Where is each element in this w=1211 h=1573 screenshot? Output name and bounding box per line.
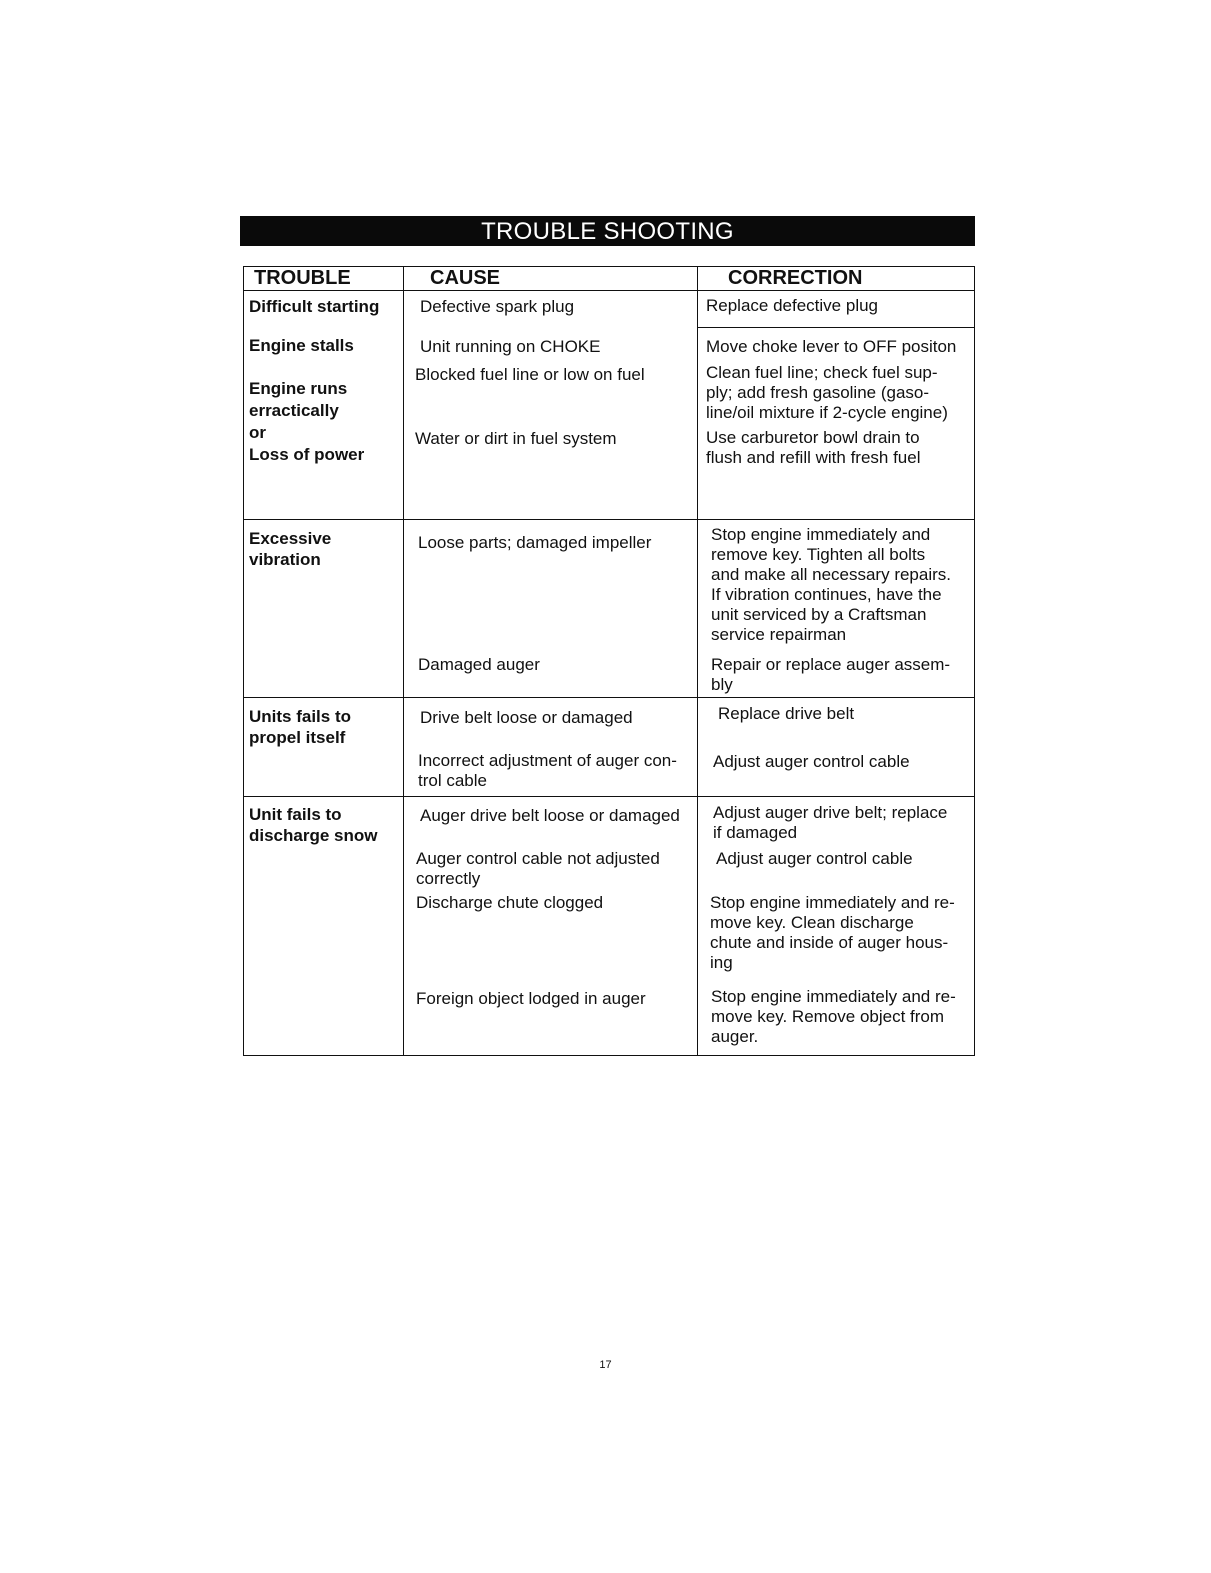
correction-text <box>711 655 950 695</box>
text-line: Clean fuel line; check fuel sup- <box>706 363 938 382</box>
cause-text <box>420 806 680 826</box>
text-line: propel itself <box>249 727 346 747</box>
text-line: remove key. Tighten all bolts <box>711 545 926 564</box>
row-divider <box>244 796 974 797</box>
correction-text <box>718 704 854 724</box>
text-line: bly <box>711 675 733 694</box>
text-line: ing <box>710 953 733 972</box>
text-line: Replace drive belt <box>718 704 855 723</box>
text-line: Unit running on CHOKE <box>420 337 601 356</box>
text-line: or <box>249 423 266 442</box>
row-divider <box>697 327 974 328</box>
text-line: Blocked fuel line or low on fuel <box>415 365 645 384</box>
text-line: chute and inside of auger hous- <box>710 933 949 952</box>
cause-text <box>415 429 617 449</box>
correction-text <box>716 849 913 869</box>
correction-text <box>713 803 947 843</box>
text-line: Auger drive belt loose or damaged <box>420 806 680 825</box>
trouble-text <box>249 336 354 357</box>
text-line: and make all necessary repairs. <box>711 565 952 584</box>
trouble-text <box>249 529 331 570</box>
text-line: move key. Remove object from <box>711 1007 945 1026</box>
text-line: Engine runs <box>249 379 348 398</box>
text-line: Repair or replace auger assem- <box>711 655 951 674</box>
text-line: flush and refill with fresh fuel <box>706 448 921 467</box>
cause-text <box>420 297 574 317</box>
correction-text <box>706 428 921 468</box>
text-line: trol cable <box>418 771 487 790</box>
text-line: erractically <box>249 401 339 420</box>
text-line: Adjust auger control cable <box>713 752 910 771</box>
text-line: Auger control cable not adjusted <box>416 849 660 868</box>
text-line: Difficult starting <box>249 297 380 316</box>
text-line: move key. Clean discharge <box>710 913 914 932</box>
text-line: discharge snow <box>249 825 378 845</box>
column-divider <box>403 267 404 1055</box>
cause-text <box>416 989 646 1009</box>
text-line: Adjust auger control cable <box>716 849 913 868</box>
cause-text <box>418 655 540 675</box>
page-number: 17 <box>599 1359 612 1371</box>
text-line: Use carburetor bowl drain to <box>706 428 920 447</box>
row-divider <box>244 290 974 291</box>
correction-text <box>713 752 910 772</box>
text-line: Incorrect adjustment of auger con- <box>418 751 677 770</box>
trouble-text <box>249 805 377 846</box>
correction-text <box>706 337 956 357</box>
text-line: if damaged <box>713 823 798 842</box>
text-line: Foreign object lodged in auger <box>416 989 646 1008</box>
text-line: correctly <box>416 869 481 888</box>
text-line: Water or dirt in fuel system <box>415 429 617 448</box>
text-line: Stop engine immediately and re- <box>711 987 956 1006</box>
cause-text <box>415 365 645 385</box>
correction-text <box>710 893 955 973</box>
text-line: Move choke lever to OFF positon <box>706 337 957 356</box>
column-divider <box>697 267 698 1055</box>
text-line: Defective spark plug <box>420 297 575 316</box>
text-line: Stop engine immediately and <box>711 525 931 544</box>
text-line: Loss of power <box>249 445 365 464</box>
header-cause: CAUSE <box>430 267 501 289</box>
header-correction: CORRECTION <box>728 267 863 289</box>
text-line: line/oil mixture if 2-cycle engine) <box>706 403 948 422</box>
trouble-text <box>249 297 379 318</box>
cause-text <box>416 849 660 889</box>
section-banner: TROUBLE SHOOTING <box>240 216 975 246</box>
text-line: vibration <box>249 549 321 569</box>
cause-text <box>420 708 633 728</box>
text-line: Damaged auger <box>418 655 540 674</box>
text-line: Unit fails to <box>249 805 342 824</box>
text-line: If vibration continues, have the <box>711 585 942 604</box>
correction-text <box>711 525 951 645</box>
text-line: Discharge chute clogged <box>416 893 604 912</box>
text-line: Stop engine immediately and re- <box>710 893 955 912</box>
text-line: auger. <box>711 1027 759 1046</box>
row-divider <box>244 519 974 520</box>
cause-text <box>420 337 600 357</box>
text-line: unit serviced by a Craftsman <box>711 605 927 624</box>
cause-text <box>418 751 677 791</box>
text-line: Adjust auger drive belt; replace <box>713 803 948 822</box>
correction-text <box>706 363 948 423</box>
trouble-text <box>249 707 351 748</box>
text-line: Units fails to <box>249 707 352 726</box>
text-line: Loose parts; damaged impeller <box>418 533 652 552</box>
troubleshooting-table <box>243 266 975 1056</box>
text-line: Excessive <box>249 529 332 548</box>
text-line: Drive belt loose or damaged <box>420 708 633 727</box>
text-line: Replace defective plug <box>706 296 879 315</box>
trouble-text <box>249 378 364 466</box>
cause-text <box>416 893 603 913</box>
header-trouble: TROUBLE <box>254 267 351 289</box>
text-line: Engine stalls <box>249 336 354 355</box>
correction-text <box>711 987 956 1047</box>
text-line: ply; add fresh gasoline (gaso- <box>706 383 930 402</box>
correction-text <box>706 296 878 316</box>
row-divider <box>244 697 974 698</box>
cause-text <box>418 533 651 553</box>
text-line: service repairman <box>711 625 847 644</box>
